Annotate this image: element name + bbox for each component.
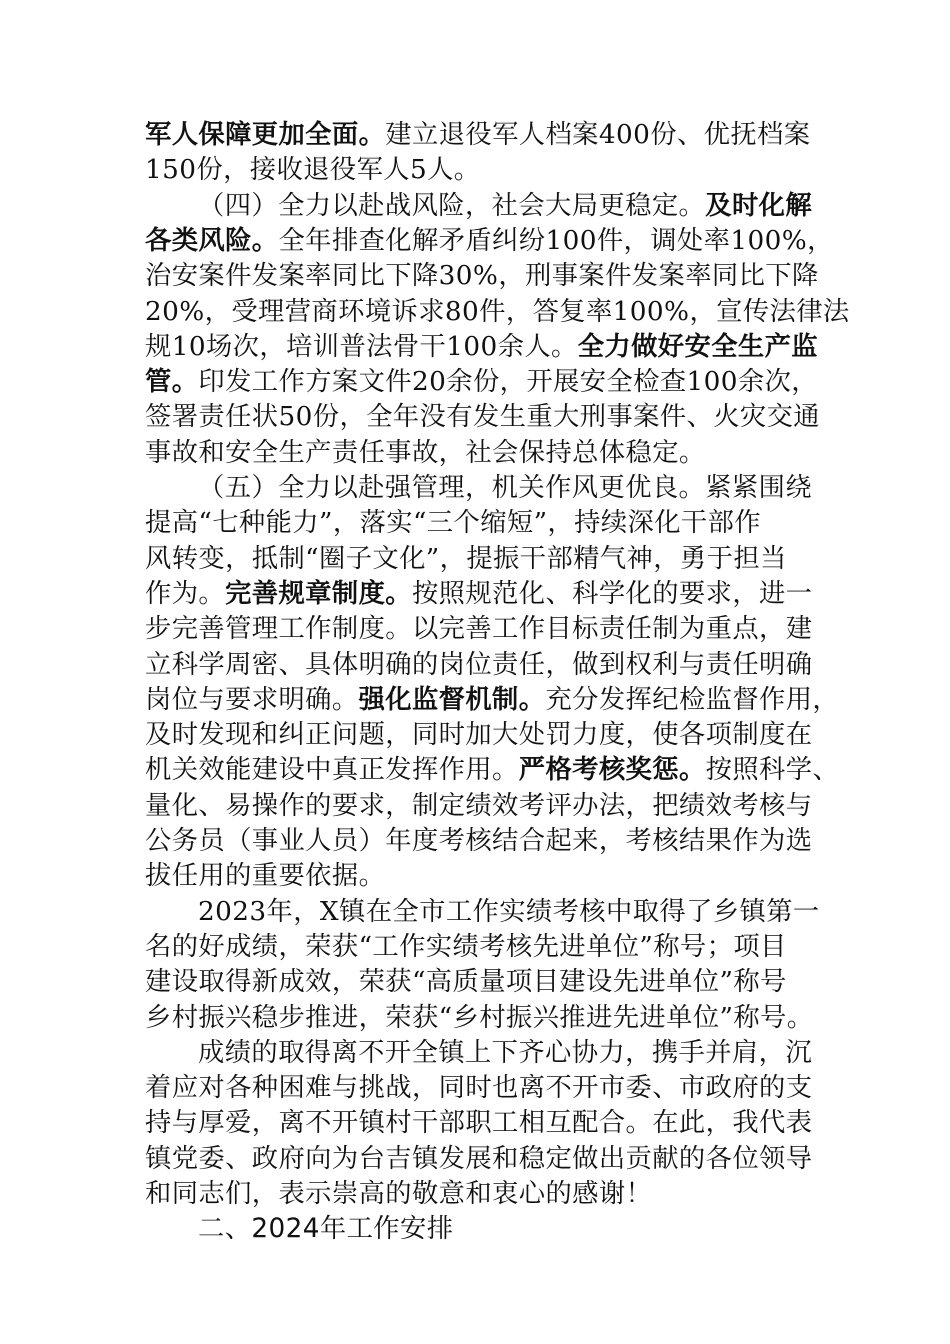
text-run: （五）全力以赴强管理，机关作风更优良。紧紧围绕 [198, 473, 813, 503]
text-line [145, 1176, 652, 1212]
text-line [145, 435, 706, 471]
text-run: 立科学周密、具体明确的岗位责任，做到权利与责任明确 [145, 649, 813, 680]
text-run: 持与厚爱，离不开镇村干部职工相互配合。在此，我代表 [145, 1108, 813, 1139]
text-run: 乡村振兴稳步推进，荣获“乡村振兴推进先进单位”称号。 [145, 1002, 814, 1033]
text-run: 拔任用的重要依据。 [145, 861, 386, 892]
text-run: 印发工作方案文件20余份，开展安全检查100余次， [198, 367, 818, 398]
text-line [145, 1000, 813, 1036]
text-run: 事故和安全生产责任事故，社会保持总体稳定。 [145, 437, 706, 468]
text-line [145, 1105, 812, 1141]
text-run: 机关效能建设中真正发挥作用。 [145, 755, 519, 786]
text-line [145, 541, 787, 577]
text-run: 及时发现和纠正问题，同时加大处罚力度，使各项制度在 [145, 720, 813, 751]
text-run: 按照规范化、科学化的要求，进一 [411, 578, 813, 609]
text-line [145, 752, 839, 788]
bold-run: 各类风险。 [145, 225, 279, 256]
text-run: 名的好成绩，荣获“工作实绩考核先进单位”称号；项目 [145, 931, 787, 962]
text-run: 建设取得新成效，荣获“高质量项目建设先进单位”称号 [145, 967, 787, 998]
text-line [145, 964, 787, 1000]
text-line [145, 788, 812, 824]
section-heading [198, 1211, 453, 1247]
text-run: 签署责任状50份，全年没有发生重大刑事案件、火灾交通 [145, 402, 820, 433]
bold-run: 完善规章制度。 [225, 578, 412, 609]
text-run: 着应对各种困难与挑战，同时也离不开市委、市政府的支 [145, 1073, 813, 1104]
text-run: （四）全力以赴战风险，社会大局更稳定。 [198, 190, 706, 221]
text-line [198, 188, 812, 224]
text-line [145, 152, 481, 188]
text-line [145, 399, 820, 435]
text-run: 建立退役军人档案400份、优抚档案 [385, 120, 811, 150]
text-run: 提高“七种能力”，落实“三个缩短”，持续深化干部作 [145, 508, 762, 539]
text-run: 治安案件发案率同比下降30%，刑事案件发案率同比下降 [145, 261, 819, 292]
text-line [145, 1141, 812, 1177]
text-line [145, 294, 850, 330]
text-run: 和同志们，表示崇高的敬意和衷心的感谢！ [145, 1179, 653, 1209]
text-run: 充分发挥纪检监督作用， [545, 684, 840, 715]
bold-run: 管。 [145, 367, 199, 398]
bold-run: 及时化解 [705, 190, 813, 221]
text-run: 规10场次，培训普法骨干100余人。 [145, 331, 578, 362]
text-run: 镇党委、政府向为台吉镇发展和稳定做出贡献的各位领导 [145, 1143, 813, 1174]
text-run: 风转变，抵制“圈子文化”，提振干部精气神，勇于担当 [145, 543, 787, 574]
text-line [145, 823, 812, 859]
text-run: 全年排查化解矛盾纠纷100件，调处率100%， [278, 225, 834, 256]
bold-run: 严格考核奖惩。 [518, 755, 706, 786]
text-line [145, 647, 812, 683]
text-line [145, 611, 812, 647]
text-run: 150份，接收退役军人5人。 [145, 155, 481, 186]
text-line [145, 682, 839, 718]
text-line [145, 223, 834, 259]
text-line [145, 858, 385, 894]
text-run: 步完善管理工作制度。以完善工作目标责任制为重点，建 [145, 614, 813, 645]
text-run: 成绩的取得离不开全镇上下齐心协力，携手并肩，沉 [198, 1037, 813, 1068]
text-line [198, 1035, 812, 1071]
text-line [145, 258, 819, 294]
bold-run: 强化监督机制。 [358, 684, 546, 715]
text-line [145, 117, 810, 153]
text-line [198, 470, 812, 506]
text-run: 二、2024年工作安排 [198, 1214, 454, 1245]
bold-run: 军人保障更加全面。 [145, 120, 386, 150]
text-line [198, 894, 820, 930]
text-line [145, 576, 812, 612]
text-run: 公务员（事业人员）年度考核结合起来，考核结果作为选 [145, 826, 813, 856]
text-line [145, 1070, 812, 1106]
text-run: 20%，受理营商环境诉求80件，答复率100%，宣传法律法 [145, 296, 850, 327]
text-run: 岗位与要求明确。 [145, 684, 359, 715]
text-run: 作为。 [145, 578, 226, 609]
text-run: 按照科学、 [705, 755, 840, 786]
text-line [145, 329, 818, 365]
bold-run: 全力做好安全生产监 [577, 331, 818, 362]
text-line [145, 929, 787, 965]
text-line [145, 505, 761, 541]
text-run: 2023年，X镇在全市工作实绩考核中取得了乡镇第一 [198, 896, 820, 927]
text-line [145, 364, 818, 400]
text-run: 量化、易操作的要求，制定绩效考评办法，把绩效考核与 [145, 790, 813, 821]
text-line [145, 717, 812, 753]
